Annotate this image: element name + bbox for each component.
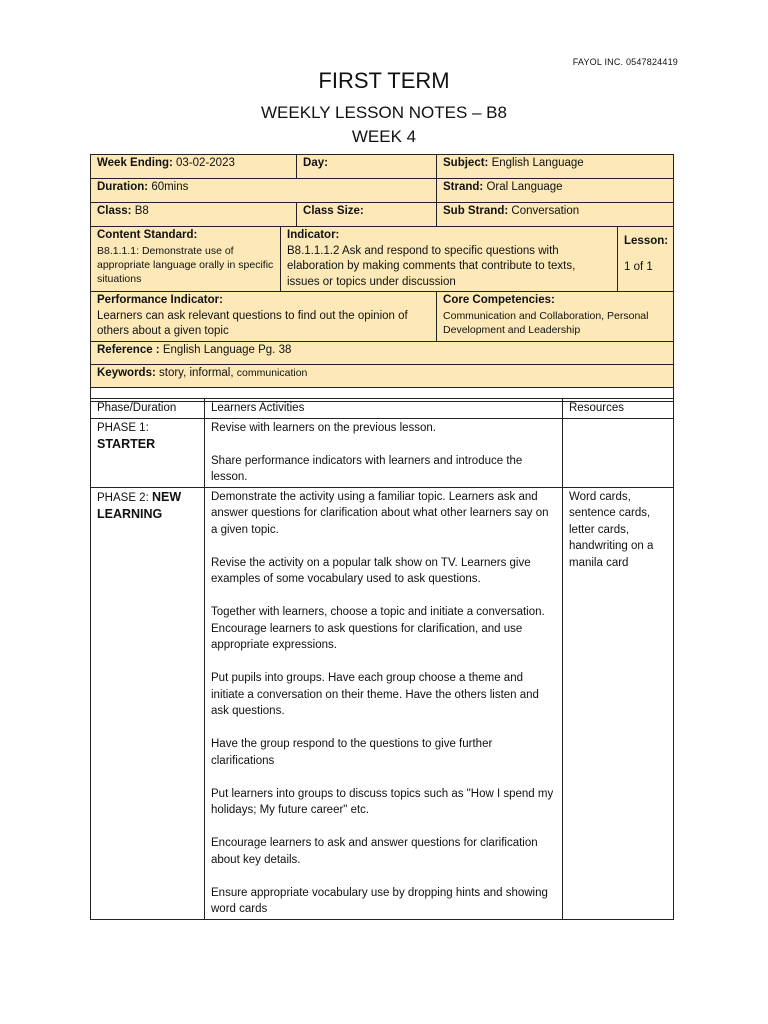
page-title: FIRST TERM — [318, 68, 450, 93]
duration-cell — [91, 179, 437, 203]
phase1-activities — [205, 418, 563, 487]
class-size-cell — [297, 203, 437, 227]
col-resources-header: Resources — [563, 399, 674, 419]
content-standard-value: B8.1.1.1: Demonstrate use of appropriate language orally in specific situations — [97, 244, 274, 285]
class-value: B8 — [134, 205, 149, 217]
subject-cell — [437, 155, 674, 179]
page-subtitle: WEEKLY LESSON NOTES – B8 — [261, 103, 507, 122]
phase2-activity: Ensure appropriate vocabulary use by dropping hints and showing word cards — [211, 886, 548, 915]
info-row-performance — [91, 292, 674, 342]
keywords-cell — [91, 364, 674, 387]
phase2-activity: Together with learners, choose a topic and initiate a conversation. Encourage learners to ask questions for clarification, and use appropriate expressions. — [211, 606, 545, 651]
strand-value: Oral Language — [486, 181, 563, 193]
info-row-reference — [91, 341, 674, 364]
col-phase-header: Phase/Duration — [91, 399, 205, 419]
phase2-activity: Revise the activity on a popular talk show on TV. Learners give examples of some vocabulary used to ask questions. — [211, 556, 531, 585]
phase2-row — [91, 487, 674, 919]
keywords-label: Keywords: — [97, 366, 156, 379]
phase1-activity: Revise with learners on the previous lesson. — [211, 421, 437, 434]
subject-value: English Language — [491, 157, 584, 169]
reference-cell — [91, 341, 674, 364]
indicator-cell — [281, 227, 618, 292]
week-ending-cell — [91, 155, 297, 179]
indicator-value: B8.1.1.1.2 Ask and respond to specific questions with elaboration by making comments that contribute to texts, issues or topics under discussion — [287, 244, 576, 288]
lesson-cell — [618, 227, 674, 292]
phase1-activity: Share performance indicators with learners and introduce the lesson. — [211, 454, 523, 483]
week-heading: WEEK 4 — [351, 127, 417, 146]
phase2-activity: Have the group respond to the questions to give further clarifications — [211, 738, 493, 767]
info-row-keywords — [91, 364, 674, 387]
phase2-activity: Put learners into groups to discuss topics such as "How I spend my holidays; My future career" etc. — [211, 787, 554, 816]
company-contact: FAYOL INC. 0547824419 — [572, 57, 678, 67]
class-label: Class: — [97, 205, 132, 217]
phase2-label: PHASE 2: — [97, 491, 149, 504]
week-ending-label: Week Ending: — [97, 157, 173, 169]
phase1-cell — [91, 418, 205, 487]
week-ending-value: 03-02-2023 — [176, 157, 235, 169]
strand-label: Strand: — [443, 181, 484, 193]
phase2-resources: Word cards, sentence cards, letter cards, handwriting on a manila card — [563, 487, 674, 919]
performance-cell — [91, 292, 437, 342]
info-row-standard — [91, 227, 674, 292]
subject-label: Subject: — [443, 157, 489, 169]
phase1-row — [91, 418, 674, 487]
core-competencies-value: Communication and Collaboration, Personal Development and Leadership — [443, 309, 649, 336]
content-standard-cell — [91, 227, 281, 292]
keywords-value-a: story, informal — [159, 366, 231, 379]
day-label: Day: — [303, 157, 328, 169]
day-cell — [297, 155, 437, 179]
plan-header-row — [91, 399, 674, 419]
phase2-name-a: NEW — [151, 489, 182, 504]
keywords-separator: , — [230, 366, 234, 379]
reference-value: English Language Pg. 38 — [162, 343, 292, 356]
lesson-info-table — [90, 154, 674, 402]
performance-label: Performance Indicator: — [97, 294, 223, 307]
class-cell — [91, 203, 297, 227]
keywords-value-b: communication — [236, 366, 308, 379]
core-competencies-cell — [437, 292, 674, 342]
strand-cell — [437, 179, 674, 203]
lesson-plan-table — [90, 398, 674, 920]
duration-label: Duration: — [97, 181, 149, 193]
phase1-name: STARTER — [97, 437, 156, 451]
phase1-resources — [563, 418, 674, 487]
lesson-value: 1 of 1 — [624, 260, 653, 273]
phase2-activities — [205, 487, 563, 919]
core-competencies-label: Core Competencies: — [443, 294, 555, 307]
phase1-label: PHASE 1: — [97, 421, 149, 434]
info-row-duration — [91, 179, 674, 203]
phase2-cell — [91, 487, 205, 919]
duration-value: 60mins — [151, 181, 189, 193]
phase2-activity: Encourage learners to ask and answer questions for clarification about key details. — [211, 837, 538, 866]
phase2-name-b: LEARNING — [97, 507, 163, 521]
indicator-label: Indicator: — [287, 229, 340, 241]
phase2-activity: Demonstrate the activity using a familiar topic. Learners ask and answer questions for clarification about what other learners say on a given topic. — [211, 490, 549, 536]
info-row-week — [91, 155, 674, 179]
phase2-activity: Put pupils into groups. Have each group choose a theme and initiate a conversation on their theme. Have the others listen and ask questions. — [211, 672, 539, 717]
reference-label: Reference : — [97, 343, 160, 356]
sub-strand-label: Sub Strand: — [443, 205, 509, 217]
performance-value: Learners can ask relevant questions to find out the opinion of others about a given topic — [97, 309, 408, 338]
sub-strand-cell — [437, 203, 674, 227]
sub-strand-value: Conversation — [511, 205, 580, 217]
content-standard-label: Content Standard: — [97, 229, 198, 241]
col-activities-header: Learners Activities — [205, 399, 563, 419]
class-size-label: Class Size: — [303, 205, 364, 217]
info-row-class — [91, 203, 674, 227]
lesson-label: Lesson: — [624, 235, 669, 247]
